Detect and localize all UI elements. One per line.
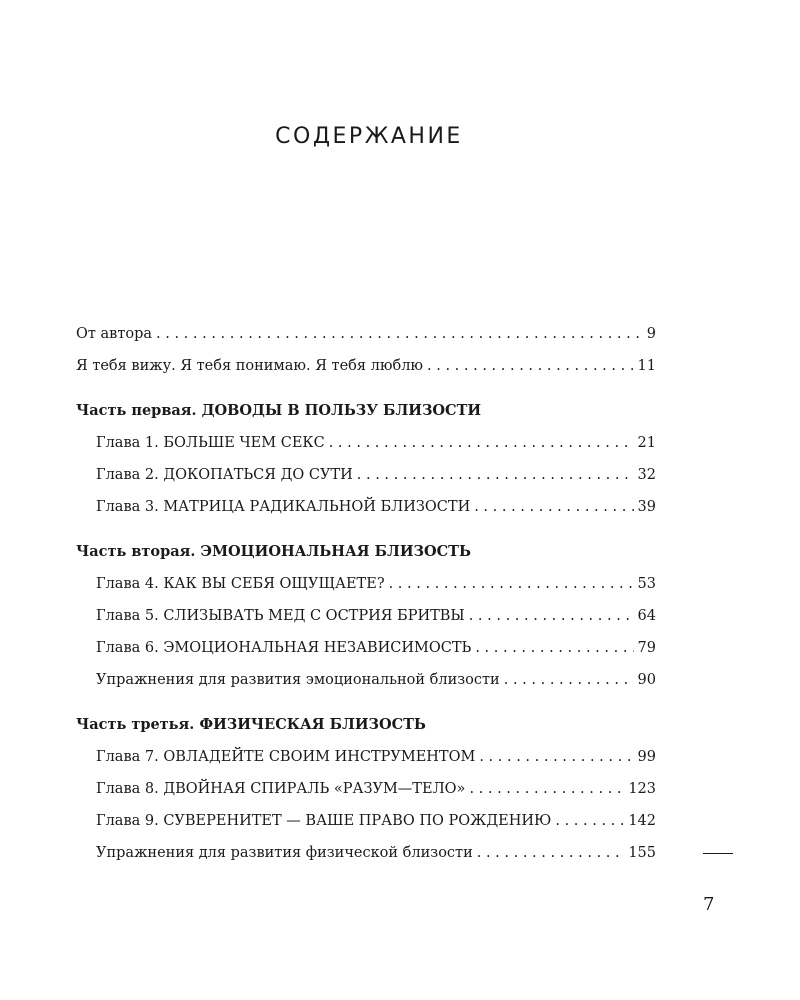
toc-leader-dots: [389, 568, 634, 600]
toc-leader-dots: [469, 600, 634, 632]
page-number: 7: [703, 894, 715, 915]
toc-entry-page: 99: [637, 749, 656, 765]
toc-entry-label: От автора: [76, 326, 153, 342]
toc-entry-chapter-1[interactable]: [76, 427, 656, 459]
toc-entry-label: Глава 6. ЭМОЦИОНАЛЬНАЯ НЕЗАВИСИМОСТЬ: [96, 640, 472, 656]
toc-leader-dots: [329, 427, 634, 459]
toc-entry-chapter-2[interactable]: [76, 459, 656, 491]
toc-entry-label: Упражнения для развития физической близости: [96, 845, 473, 861]
toc-entry-page: 90: [637, 672, 656, 688]
toc-entry-chapter-4[interactable]: [76, 568, 656, 600]
toc-leader-dots: [156, 318, 643, 350]
toc-entry-page: 21: [637, 435, 656, 451]
toc-leader-dots: [504, 664, 634, 696]
part-heading-3: Часть третья. ФИЗИЧЕСКАЯ БЛИЗОСТЬ: [76, 716, 426, 733]
toc-entry-page: 53: [637, 576, 656, 592]
toc-leader-dots: [479, 741, 633, 773]
toc-leader-dots: [477, 837, 625, 869]
toc-entry-exercises-emotional[interactable]: [76, 664, 656, 696]
toc-entry-label: Глава 2. ДОКОПАТЬСЯ ДО СУТИ: [96, 467, 353, 483]
toc-entry-label: Упражнения для развития эмоциональной близости: [96, 672, 500, 688]
toc-entry-label: Глава 7. ОВЛАДЕЙТЕ СВОИМ ИНСТРУМЕНТОМ: [96, 749, 476, 765]
toc-entry-chapter-8[interactable]: [76, 773, 656, 805]
toc-entry-exercises-physical[interactable]: [76, 837, 656, 869]
toc-entry-label: Глава 4. КАК ВЫ СЕБЯ ОЩУЩАЕТЕ?: [96, 576, 385, 592]
toc-entry-label: Глава 3. МАТРИЦА РАДИКАЛЬНОЙ БЛИЗОСТИ: [96, 499, 471, 515]
toc-entry-label: Глава 8. ДВОЙНАЯ СПИРАЛЬ «РАЗУМ—ТЕЛО»: [96, 781, 466, 797]
toc-entry-label: Я тебя вижу. Я тебя понимаю. Я тебя люблю: [76, 358, 424, 374]
toc-entry-page: 11: [637, 358, 656, 374]
table-of-contents: [76, 318, 656, 869]
part-heading-2: Часть вторая. ЭМОЦИОНАЛЬНАЯ БЛИЗОСТЬ: [76, 543, 471, 560]
toc-entry-chapter-7[interactable]: [76, 741, 656, 773]
toc-entry-chapter-9[interactable]: [76, 805, 656, 837]
toc-entry-label: Глава 1. БОЛЬШЕ ЧЕМ СЕКС: [96, 435, 325, 451]
toc-leader-dots: [357, 459, 634, 491]
toc-entry-intro-0[interactable]: [76, 318, 656, 350]
toc-entry-chapter-5[interactable]: [76, 600, 656, 632]
toc-leader-dots: [427, 350, 634, 382]
toc-entry-page: 32: [637, 467, 656, 483]
toc-entry-chapter-3[interactable]: [76, 491, 656, 523]
folio-rule: [703, 853, 733, 854]
toc-entry-page: 79: [637, 640, 656, 656]
toc-leader-dots: [475, 632, 633, 664]
toc-leader-dots: [555, 805, 624, 837]
toc-leader-dots: [469, 773, 624, 805]
toc-leader-dots: [474, 491, 633, 523]
toc-entry-chapter-6[interactable]: [76, 632, 656, 664]
toc-entry-page: 9: [646, 326, 656, 342]
toc-entry-page: 64: [637, 608, 656, 624]
toc-entry-label: Глава 5. СЛИЗЫВАТЬ МЕД С ОСТРИЯ БРИТВЫ: [96, 608, 465, 624]
toc-entry-page: 39: [637, 499, 656, 515]
toc-entry-label: Глава 9. СУВЕРЕНИТЕТ — ВАШЕ ПРАВО ПО РОЖДЕНИЮ: [96, 813, 552, 829]
toc-entry-page: 155: [628, 845, 656, 861]
toc-entry-page: 142: [628, 813, 656, 829]
page-title: СОДЕРЖАНИЕ: [275, 124, 463, 149]
part-heading-1: Часть первая. ДОВОДЫ В ПОЛЬЗУ БЛИЗОСТИ: [76, 402, 482, 419]
toc-entry-page: 123: [628, 781, 656, 797]
toc-entry-intro-1[interactable]: [76, 350, 656, 382]
